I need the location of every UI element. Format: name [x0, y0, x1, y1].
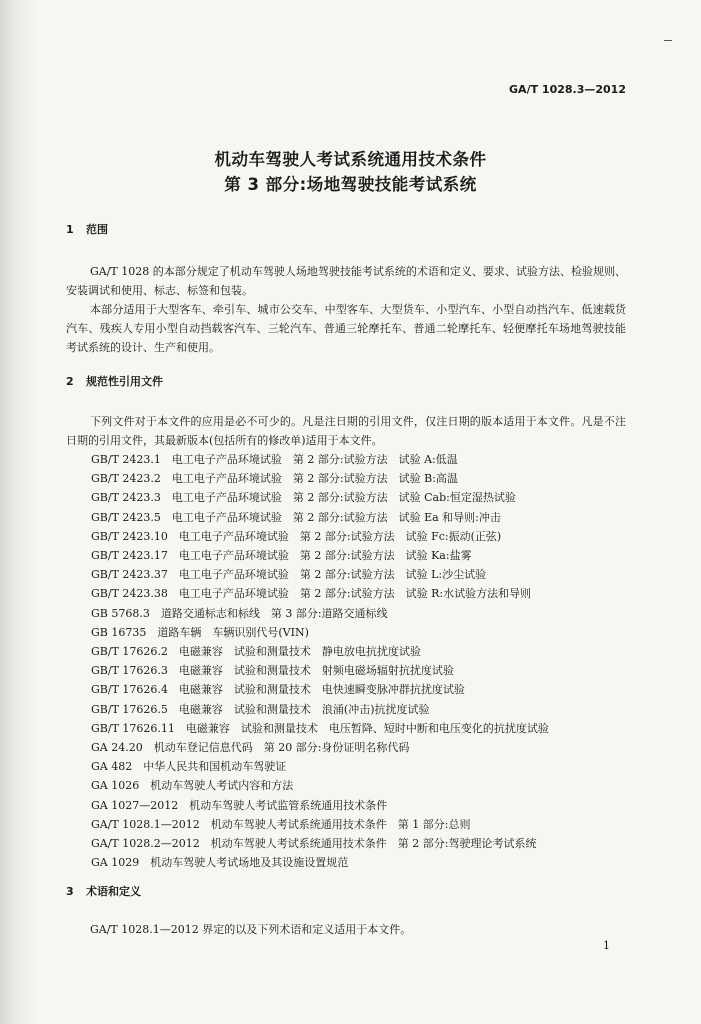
reference-item: GB/T 17626.3 电磁兼容 试验和测量技术 射频电磁场辐射抗扰度试验 — [91, 664, 454, 678]
section-title: 规范性引用文件 — [86, 375, 163, 388]
section-title: 范围 — [86, 223, 108, 236]
section-1-paragraph-1: GA/T 1028 的本部分规定了机动车驾驶人场地驾驶技能考试系统的术语和定义、要求、试验方法、检验规则、安装调试和使用、标志、标签和包装。 — [66, 265, 626, 298]
reference-item: GB/T 17626.4 电磁兼容 试验和测量技术 电快速瞬变脉冲群抗扰度试验 — [91, 683, 465, 697]
section-title: 术语和定义 — [86, 885, 141, 898]
section-3-heading — [66, 883, 141, 899]
reference-item: GA/T 1028.1—2012 机动车驾驶人考试系统通用技术条件 第 1 部分:总则 — [91, 817, 471, 831]
normative-references-list — [91, 450, 626, 872]
reference-item: GB/T 17626.11 电磁兼容 试验和测量技术 电压暂降、短时中断和电压变化的抗扰度试验 — [91, 721, 549, 735]
scan-mark — [664, 40, 672, 41]
reference-item: GB/T 2423.2 电工电子产品环境试验 第 2 部分:试验方法 试验 B:高温 — [91, 472, 458, 486]
section-1-heading — [66, 221, 108, 237]
reference-item: GB/T 2423.3 电工电子产品环境试验 第 2 部分:试验方法 试验 Cab:恒定湿热试验 — [91, 491, 516, 505]
reference-item: GB/T 2423.1 电工电子产品环境试验 第 2 部分:试验方法 试验 A:低温 — [91, 453, 458, 466]
reference-item: GB/T 2423.5 电工电子产品环境试验 第 2 部分:试验方法 试验 Ea 和导则:冲击 — [91, 510, 501, 524]
reference-item: GB/T 2423.38 电工电子产品环境试验 第 2 部分:试验方法 试验 R:水试验方法和导则 — [91, 587, 532, 601]
document-subtitle: 第 3 部分:场地驾驶技能考试系统 — [224, 175, 477, 194]
reference-item: GB/T 2423.37 电工电子产品环境试验 第 2 部分:试验方法 试验 L:沙尘试验 — [91, 568, 487, 582]
section-2-intro: 下列文件对于本文件的应用是必不可少的。凡是注日期的引用文件，仅注日期的版本适用于本文件。凡是不注日期的引用文件，其最新版本(包括所有的修改单)适用于本文件。 — [66, 415, 626, 448]
reference-item: GA 1026 机动车驾驶人考试内容和方法 — [91, 779, 294, 793]
reference-item: GA 24.20 机动车登记信息代码 第 20 部分:身份证明名称代码 — [91, 741, 410, 755]
standard-code: GA/T 1028.3—2012 — [509, 83, 626, 96]
reference-item: GB/T 17626.5 电磁兼容 试验和测量技术 浪涌(冲击)抗扰度试验 — [91, 702, 430, 716]
page-number: 1 — [603, 939, 610, 952]
reference-item: GB/T 17626.2 电磁兼容 试验和测量技术 静电放电抗扰度试验 — [91, 645, 421, 659]
reference-item: GA/T 1028.2—2012 机动车驾驶人考试系统通用技术条件 第 2 部分:驾驶理论考试系统 — [91, 837, 537, 851]
section-number: 2 — [66, 375, 74, 388]
section-3-paragraph-1: GA/T 1028.1—2012 界定的以及下列术语和定义适用于本文件。 — [90, 923, 412, 936]
document-title: 机动车驾驶人考试系统通用技术条件 — [214, 150, 487, 169]
section-2-heading — [66, 373, 163, 389]
section-1-paragraph-2: 本部分适用于大型客车、牵引车、城市公交车、中型客车、大型货车、小型汽车、小型自动挡汽车、低速载货汽车、残疾人专用小型自动挡载客汽车、三轮汽车、普通三轮摩托车、普通二轮摩托车、轻便摩托车场地驾驶技能考试系统的设计、生产和使用。 — [66, 303, 626, 355]
reference-item: GB 5768.3 道路交通标志和标线 第 3 部分:道路交通标线 — [91, 606, 388, 620]
reference-item: GA 1027—2012 机动车驾驶人考试监管系统通用技术条件 — [91, 798, 388, 812]
reference-item: GB/T 2423.17 电工电子产品环境试验 第 2 部分:试验方法 试验 Ka:盐雾 — [91, 549, 472, 563]
reference-item: GB/T 2423.10 电工电子产品环境试验 第 2 部分:试验方法 试验 Fc:振动(正弦) — [91, 529, 502, 543]
section-number: 1 — [66, 223, 74, 236]
section-number: 3 — [66, 885, 74, 898]
reference-item: GB 16735 道路车辆 车辆识别代号(VIN) — [91, 625, 309, 639]
reference-item: GA 1029 机动车驾驶人考试场地及其设施设置规范 — [91, 856, 349, 870]
reference-item: GA 482 中华人民共和国机动车驾驶证 — [91, 760, 287, 774]
